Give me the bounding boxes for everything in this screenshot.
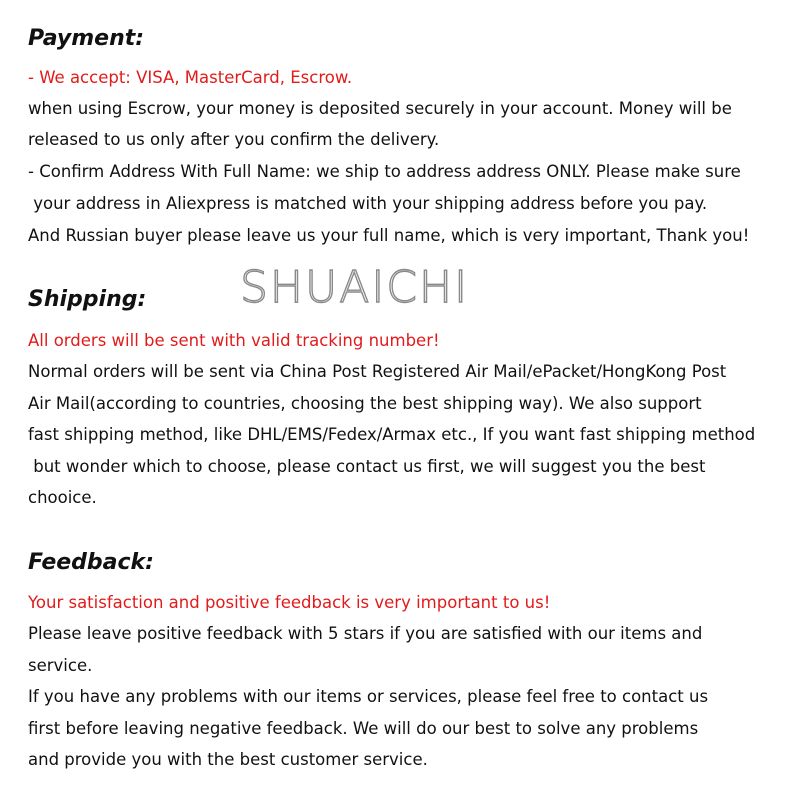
payment-text-line: your address in Aliexpress is matched with your shipping address before you pay. — [28, 194, 708, 213]
payment-text-line: And Russian buyer please leave us your full name, which is very important, Thank you! — [28, 226, 750, 245]
payment-text-line: released to us only after you confirm the delivery. — [28, 130, 440, 149]
feedback-text-line: and provide you with the best customer service. — [28, 750, 428, 769]
payment-text-line: - Confirm Address With Full Name: we ship to address address ONLY. Please make sure — [28, 162, 741, 181]
shipping-tracking-line: All orders will be sent with valid tracking number! — [28, 331, 440, 350]
shipping-text-line: Normal orders will be sent via China Post Registered Air Mail/ePacket/HongKong Post — [28, 362, 727, 381]
shipping-text-line: but wonder which to choose, please contact us first, we will suggest you the best — [28, 457, 706, 476]
feedback-heading: Feedback: — [28, 550, 154, 575]
shipping-text-line: Air Mail(according to countries, choosing the best shipping way). We also support — [28, 394, 702, 413]
feedback-satisfaction-line: Your satisfaction and positive feedback is very important to us! — [28, 593, 551, 612]
payment-heading: Payment: — [28, 26, 145, 51]
brand-watermark: SHUAICHI — [240, 262, 470, 313]
payment-text-line: when using Escrow, your money is deposited securely in your account. Money will be — [28, 99, 732, 118]
shipping-text-line: chooice. — [28, 488, 97, 507]
feedback-text-line: Please leave positive feedback with 5 stars if you are satisfied with our items and — [28, 624, 703, 643]
feedback-text-line: first before leaving negative feedback. We will do our best to solve any problems — [28, 719, 699, 738]
feedback-text-line: service. — [28, 656, 93, 675]
shipping-heading: Shipping: — [28, 287, 147, 312]
feedback-text-line: If you have any problems with our items or services, please feel free to contact us — [28, 687, 709, 706]
payment-accept-line: - We accept: VISA, MasterCard, Escrow. — [28, 68, 353, 87]
shipping-text-line: fast shipping method, like DHL/EMS/Fedex/Armax etc., If you want fast shipping method — [28, 425, 756, 444]
